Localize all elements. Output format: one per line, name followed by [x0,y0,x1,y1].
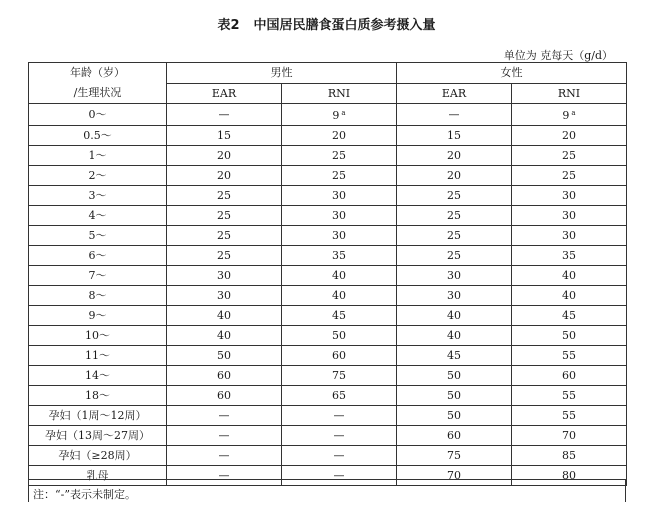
cell-female-ear: 50 [397,366,512,386]
cell-age: 0.5～ [29,126,167,146]
cell-female-rni: 30 [512,226,627,246]
table-row [29,246,627,266]
cell-male-ear: 50 [167,346,282,366]
cell-male-ear: 25 [167,186,282,206]
cell-male-rni: 35 [282,246,397,266]
cell-female-ear: 20 [397,166,512,186]
cell-female-ear: 40 [397,306,512,326]
cell-female-rni: 50 [512,326,627,346]
table-row [29,406,627,426]
cell-female-ear: 50 [397,406,512,426]
cell-male-rni: 40 [282,266,397,286]
cell-female-rni: 45 [512,306,627,326]
cell-age: 孕妇（13周～27周） [29,426,167,446]
header-age-line1: 年龄（岁） [70,66,125,79]
cell-male-ear: 30 [167,286,282,306]
cell-female-rni: 40 [512,286,627,306]
table-note: 注：“-”表示未制定。 [28,479,626,502]
cell-female-rni: 55 [512,346,627,366]
cell-female-ear: 15 [397,126,512,146]
cell-male-rni: 30 [282,206,397,226]
cell-male-ear: — [167,446,282,466]
cell-male-rni: 30 [282,186,397,206]
cell-female-ear: 50 [397,386,512,406]
cell-age: 9～ [29,306,167,326]
cell-male-ear: 40 [167,326,282,346]
cell-female-rni: 60 [512,366,627,386]
cell-female-rni: 20 [512,126,627,146]
header-age [29,63,167,104]
cell-female-rni: 55 [512,386,627,406]
cell-male-ear: 40 [167,306,282,326]
cell-male-rni: 75 [282,366,397,386]
table-row [29,286,627,306]
table-row [29,346,627,366]
cell-female-rni: 35 [512,246,627,266]
cell-age: 4～ [29,206,167,226]
cell-female-rni: 80 [512,466,627,486]
header-female: 女性 [397,63,627,84]
table-row [29,326,627,346]
cell-female-ear: 70 [397,466,512,486]
cell-female-rni: 9 $^a$ [512,104,627,126]
cell-age: 14～ [29,366,167,386]
cell-male-ear: — [167,104,282,126]
protein-intake-table [28,62,627,486]
cell-female-ear: 25 [397,226,512,246]
header-male-rni: RNI [282,83,397,104]
cell-age: 10～ [29,326,167,346]
cell-female-rni: 30 [512,206,627,226]
cell-male-rni: 9 $^a$ [282,104,397,126]
cell-male-rni: 25 [282,166,397,186]
cell-male-rni: 65 [282,386,397,406]
cell-male-ear: 25 [167,226,282,246]
table-row [29,226,627,246]
table-row [29,126,627,146]
cell-female-ear: 45 [397,346,512,366]
table-row [29,186,627,206]
cell-male-rni: — [282,406,397,426]
cell-male-rni: — [282,446,397,466]
cell-female-rni: 25 [512,166,627,186]
table-body [29,104,627,486]
cell-male-ear: 25 [167,246,282,266]
cell-male-ear: 60 [167,366,282,386]
table-row [29,266,627,286]
table-row [29,426,627,446]
table-row [29,366,627,386]
cell-female-ear: 25 [397,186,512,206]
cell-male-ear: 20 [167,166,282,186]
cell-age: 3～ [29,186,167,206]
cell-female-ear: 60 [397,426,512,446]
table-title [0,14,653,33]
cell-male-rni: — [282,426,397,446]
cell-female-ear: 25 [397,246,512,266]
cell-age: 18～ [29,386,167,406]
cell-age: 2～ [29,166,167,186]
header-male-ear: EAR [167,83,282,104]
cell-female-ear: 30 [397,266,512,286]
cell-female-ear: 75 [397,446,512,466]
header-female-ear: EAR [397,83,512,104]
cell-male-rni: — [282,466,397,486]
table-row [29,166,627,186]
cell-male-rni: 25 [282,146,397,166]
cell-age: 孕妇（≥28周） [29,446,167,466]
cell-male-ear: 60 [167,386,282,406]
cell-age: 6～ [29,246,167,266]
table-row [29,446,627,466]
unit-label: 单位为 克每天（g/d） [503,49,613,62]
cell-female-rni: 55 [512,406,627,426]
cell-female-rni: 40 [512,266,627,286]
table-title-text: 中国居民膳食蛋白质参考摄入量 [253,18,436,33]
table-row [29,386,627,406]
cell-male-rni: 30 [282,226,397,246]
cell-age: 1～ [29,146,167,166]
header-female-rni: RNI [512,83,627,104]
cell-female-ear: 40 [397,326,512,346]
cell-male-rni: 20 [282,126,397,146]
table-row [29,306,627,326]
header-male: 男性 [167,63,397,84]
cell-female-ear: 25 [397,206,512,226]
cell-female-rni: 70 [512,426,627,446]
cell-female-ear: — [397,104,512,126]
footnote-marker: a [341,109,346,117]
footnote-marker: a [571,109,576,117]
cell-male-ear: — [167,406,282,426]
cell-male-ear: 20 [167,146,282,166]
cell-male-ear: — [167,466,282,486]
table-row [29,146,627,166]
cell-female-ear: 30 [397,286,512,306]
cell-male-ear: 15 [167,126,282,146]
cell-male-ear: 25 [167,206,282,226]
cell-male-rni: 60 [282,346,397,366]
cell-age: 5～ [29,226,167,246]
cell-female-rni: 85 [512,446,627,466]
header-age-line2: /生理状况 [73,86,122,99]
cell-age: 11～ [29,346,167,366]
cell-female-rni: 30 [512,186,627,206]
cell-age: 0～ [29,104,167,126]
cell-female-rni: 25 [512,146,627,166]
cell-male-ear: 30 [167,266,282,286]
table-number: 表2 [217,18,240,33]
cell-age: 7～ [29,266,167,286]
table-row [29,104,627,126]
cell-female-ear: 20 [397,146,512,166]
cell-male-rni: 40 [282,286,397,306]
cell-age: 乳母 [29,466,167,486]
cell-male-rni: 50 [282,326,397,346]
cell-male-rni: 45 [282,306,397,326]
table-row [29,206,627,226]
cell-age: 8～ [29,286,167,306]
cell-age: 孕妇（1周～12周） [29,406,167,426]
cell-male-ear: — [167,426,282,446]
